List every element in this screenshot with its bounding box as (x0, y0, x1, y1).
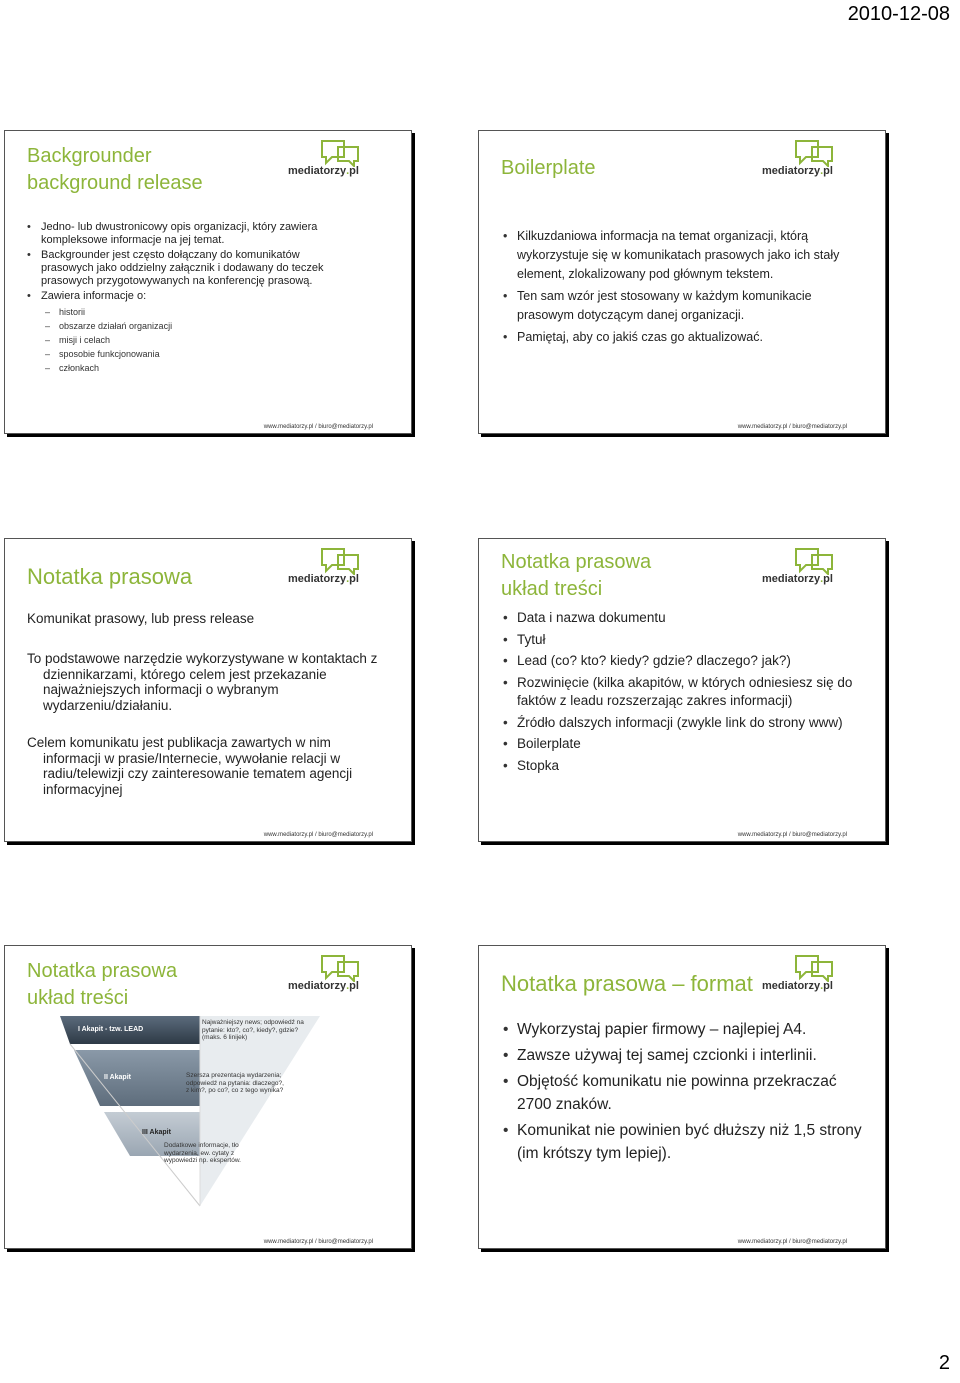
bullet-item: • Wykorzystaj papier firmowy – najlepiej A4. (501, 1018, 871, 1041)
bullet-item: • Jedno- lub dwustronicowy opis organizacji, który zawiera kompleksowe informacje na jej temat. (25, 221, 345, 247)
sub-item: – sposobie funkcjonowania (25, 347, 345, 361)
paragraph: Celem komunikatu jest publikacja zawartych w nim informacji w prasie/Internecie, wywołanie relacji w radiu/telewizji czy zainteresowanie tematem agencji informacyjnej (27, 735, 353, 797)
slide-uklad-tresci-diagram (4, 945, 412, 1249)
logo-main: mediatorzy (762, 165, 821, 177)
bullet-item: • Źródło dalszych informacji (zwykle link do strony www) (501, 714, 871, 733)
bullet-item: • Pamiętaj, aby co jakiś czas go aktualizować. (501, 328, 871, 347)
slide-boilerplate (478, 130, 886, 434)
bullet-item: • Ten sam wzór jest stosowany w każdym komunikacie prasowym dotyczącym danej organizacji. (501, 287, 871, 325)
level-3-text: Dodatkowe informacje, tło wydarzenia, ew. cytaty z wypowiedzi np. ekspertów. (164, 1142, 241, 1164)
sub-item: – obszarze działań organizacji (25, 319, 345, 333)
slide-backgrounder (4, 130, 412, 434)
slide-body (25, 221, 345, 375)
pyramid-level-2 (74, 1050, 200, 1106)
logo-main: mediatorzy (288, 980, 347, 992)
bullet-item: • Rozwinięcie (kilka akapitów, w których odniesiesz się do faktów z leadu rozszerzając zakres informacji) (501, 674, 871, 711)
logo-tld: pl (349, 165, 359, 177)
slide-body (501, 227, 871, 350)
inverted-pyramid-diagram (60, 1016, 330, 1216)
level-2-text: Szersza prezentacja wydarzenia; odpowiedź na pytania: dlaczego?, z kim?, po co?, co z tego wynika? (186, 1072, 284, 1094)
bullet-item: • Objętość komunikatu nie powinna przekraczać 2700 znaków. (501, 1070, 871, 1116)
slide-footer: www.mediatorzy.pl / biuro@mediatorzy.pl (737, 1239, 847, 1245)
mediatorzy-logo: mediatorzy.pl (288, 139, 383, 187)
paragraph: To podstawowe narzędzie wykorzystywane w kontaktach z dziennikarzami, którego celem jest przekazanie najważniejszych informacji o wybranym wydarzeniu/działaniu. (27, 651, 378, 713)
speech-bubble-icon (792, 954, 836, 982)
slide-title: Notatka prasowa – format (501, 971, 753, 996)
page-date: 2010-12-08 (847, 3, 950, 25)
slide-body (501, 1018, 871, 1168)
pyramid-right-side (200, 1016, 320, 1206)
slide-footer: www.mediatorzy.pl / biuro@mediatorzy.pl (737, 832, 847, 838)
slide-title: Boilerplate (501, 157, 596, 179)
slide-notatka-prasowa (4, 538, 412, 842)
bullet-item: • Komunikat nie powinien być dłuższy niż 1,5 strony (im krótszy tym lepiej). (501, 1119, 871, 1165)
slide-footer: www.mediatorzy.pl / biuro@mediatorzy.pl (263, 424, 373, 430)
logo-tld: pl (349, 980, 359, 992)
slide-title: Notatka prasowa układ treści (27, 960, 178, 1009)
logo-main: mediatorzy (288, 573, 347, 585)
level-2-label: II Akapit (104, 1074, 131, 1081)
sub-item: – historii (25, 305, 345, 319)
logo-main: mediatorzy (288, 165, 347, 177)
level-1-label: I Akapit - tzw. LEAD (78, 1026, 144, 1033)
page-number: 2 (938, 1352, 950, 1374)
level-3-label: III Akapit (142, 1129, 171, 1136)
pyramid-shape (60, 1016, 330, 1216)
slide-footer: www.mediatorzy.pl / biuro@mediatorzy.pl (263, 832, 373, 838)
speech-bubble-icon (792, 547, 836, 575)
bullet-item: • Lead (co? kto? kiedy? gdzie? dlaczego? jak?) (501, 652, 871, 671)
bullet-item: • Zawsze używaj tej samej czcionki i interlinii. (501, 1044, 871, 1067)
slide-title: Backgrounder background release (27, 145, 203, 194)
bullet-item: • Stopka (501, 757, 871, 776)
mediatorzy-logo: mediatorzy.pl (288, 547, 383, 595)
slide-body (501, 609, 871, 778)
slide-uklad-tresci (478, 538, 886, 842)
bullet-item: • Kilkuzdaniowa informacja na temat organizacji, którą wykorzystuje się w komunikatach prasowych jako ich stały element, zlokalizowany pod głównym tekstem. (501, 227, 871, 284)
bullet-item: • Zawiera informacje o: (25, 290, 345, 303)
mediatorzy-logo: mediatorzy.pl (288, 954, 383, 1002)
logo-tld: pl (349, 573, 359, 585)
slide-title: Notatka prasowa (27, 564, 193, 589)
bullet-item: • Data i nazwa dokumentu (501, 609, 871, 628)
mediatorzy-logo: mediatorzy.pl (762, 954, 857, 1002)
speech-bubble-icon (318, 547, 362, 575)
mediatorzy-logo: mediatorzy.pl (762, 139, 857, 187)
level-1-text: Najważniejszy news; odpowiedź na pytanie: kto?, co?, kiedy?, gdzie? (maks. 6 linijek) (202, 1019, 304, 1041)
logo-main: mediatorzy (762, 573, 821, 585)
logo-tld: pl (823, 165, 833, 177)
speech-bubble-icon (318, 954, 362, 982)
slide-footer: www.mediatorzy.pl / biuro@mediatorzy.pl (737, 424, 847, 430)
speech-bubble-icon (318, 139, 362, 167)
logo-main: mediatorzy (762, 980, 821, 992)
slide-notatka-format (478, 945, 886, 1249)
sub-item: – misji i celach (25, 333, 345, 347)
bullet-item: • Backgrounder jest często dołączany do komunikatów prasowych jako oddzielny załącznik i dodawany do teczek prasowych przygotowywanych na konferencję prasową. (25, 249, 345, 288)
logo-tld: pl (823, 573, 833, 585)
logo-tld: pl (823, 980, 833, 992)
paragraph: Komunikat prasowy, lub press release (27, 611, 255, 626)
mediatorzy-logo: mediatorzy.pl (762, 547, 857, 595)
bullet-item: • Boilerplate (501, 735, 871, 754)
sub-item: – członkach (25, 361, 345, 375)
speech-bubble-icon (792, 139, 836, 167)
bullet-item: • Tytuł (501, 631, 871, 650)
slide-footer: www.mediatorzy.pl / biuro@mediatorzy.pl (263, 1239, 373, 1245)
slide-title: Notatka prasowa układ treści (501, 551, 652, 600)
